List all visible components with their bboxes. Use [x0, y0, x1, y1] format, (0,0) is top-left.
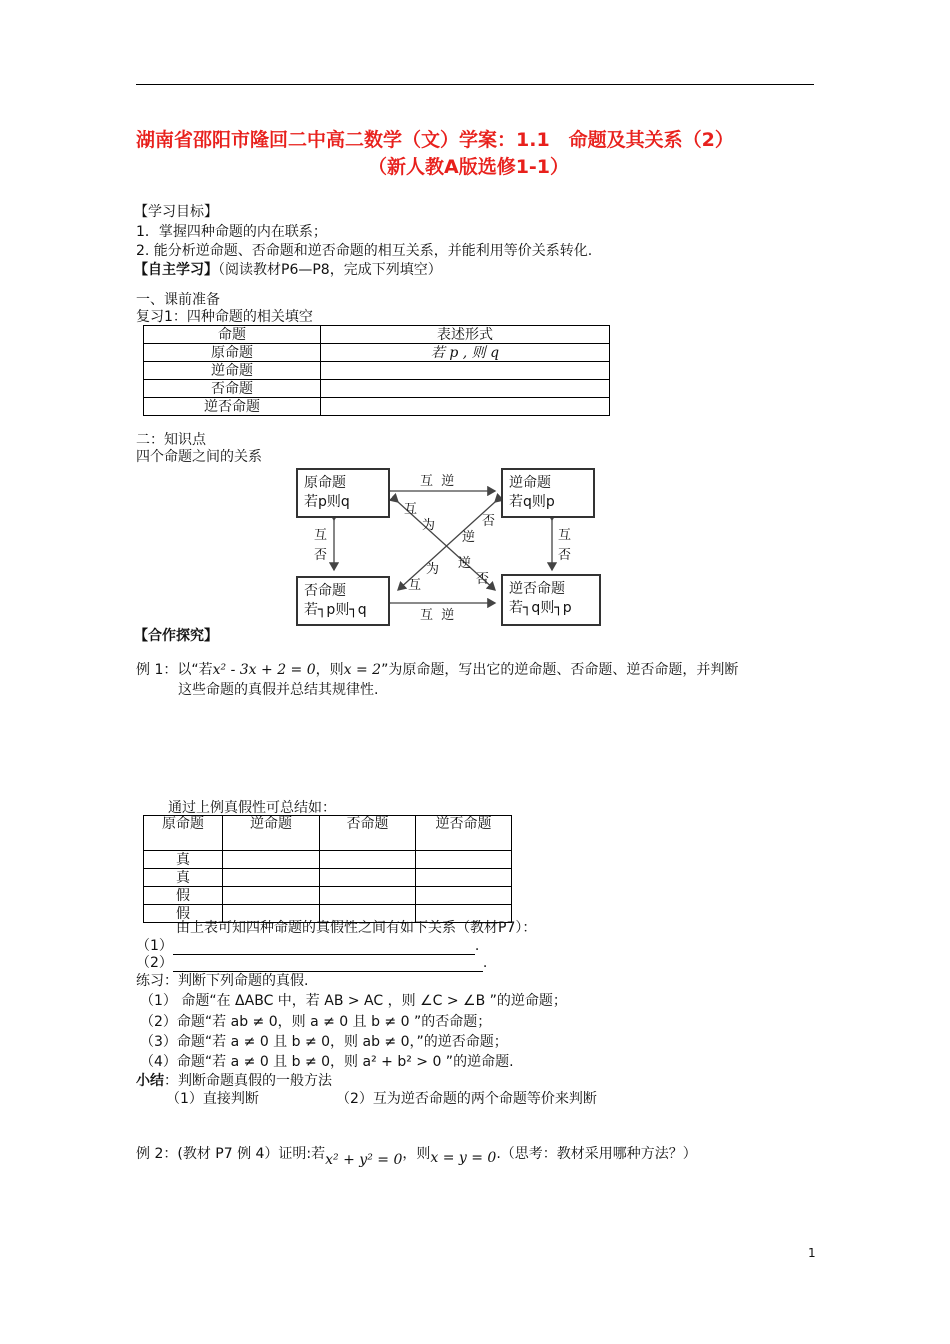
- diag-label: 为: [422, 518, 436, 533]
- table-cell[interactable]: [223, 869, 320, 887]
- summary-method-1: （1）直接判断: [166, 1091, 259, 1107]
- relation-item-label: （1）: [136, 938, 173, 954]
- table-cell[interactable]: [321, 398, 610, 416]
- example-2-formula: x² + y² = 0: [325, 1152, 403, 1168]
- answer-blank[interactable]: [173, 940, 475, 955]
- knowledge-heading: 二：知识点: [136, 432, 206, 448]
- box-form: 若┐q则┐p: [509, 600, 572, 616]
- table-header: 命题: [144, 326, 321, 344]
- knowledge-subheading: 四个命题之间的关系: [136, 449, 262, 465]
- goal-item-2: 2. 能分析逆命题、否命题和逆否命题的相互关系，并能利用等价关系转化.: [136, 243, 593, 259]
- example-1-text: 例 1：以“若: [136, 662, 213, 678]
- example-1-formula: x² - 3x + 2 = 0: [212, 662, 316, 678]
- table-cell: 逆命题: [144, 362, 321, 380]
- relation-text: 由上表可知四种命题的真假性之间有如下关系（教材P7）：: [176, 920, 537, 936]
- box-form: 若┐p则┐q: [304, 602, 367, 618]
- box-title: 原命题: [304, 475, 346, 491]
- box-form: 若q则p: [509, 494, 555, 510]
- table-cell[interactable]: [223, 887, 320, 905]
- table-cell[interactable]: [223, 851, 320, 869]
- example-1-line-2: 这些命题的真假并总结其规律性.: [178, 682, 379, 698]
- practice-item: （3）命题“若 a ≠ 0 且 b ≠ 0，则 ab ≠ 0，”的逆否命题；: [140, 1034, 508, 1050]
- summary: [136, 1073, 332, 1090]
- title-line-2: （新人教A版选修1-1）: [368, 156, 570, 178]
- table-cell[interactable]: [320, 851, 416, 869]
- prep-heading: 一、课前准备: [136, 292, 220, 308]
- table-header: 逆命题: [223, 816, 320, 851]
- relation-item-1: （1） .: [136, 938, 480, 954]
- practice-item: （2）命题“若 ab ≠ 0，则 a ≠ 0 且 b ≠ 0 ”的否命题；: [140, 1014, 492, 1030]
- summary-heading: 小结: [136, 1073, 164, 1089]
- example-2: [136, 1146, 697, 1168]
- table-cell: 真: [144, 869, 223, 887]
- summary-text: ：判断命题真假的一般方法: [164, 1073, 332, 1089]
- example-1-text: ”为原命题，写出它的逆命题、否命题、逆否命题，并判断: [381, 662, 739, 678]
- diag-label: 互: [404, 502, 418, 517]
- table-cell[interactable]: [321, 362, 610, 380]
- converse-box: [501, 468, 595, 518]
- table-cell[interactable]: [321, 380, 610, 398]
- diag-label: 逆: [462, 530, 476, 545]
- table-cell: 原命题: [144, 344, 321, 362]
- self-study-heading: 【自主学习】: [134, 262, 218, 278]
- box-title: 逆否命题: [509, 581, 565, 597]
- table-header: 逆否命题: [416, 816, 512, 851]
- self-study: [134, 262, 442, 279]
- top-converse-label: 互 逆: [420, 474, 455, 489]
- diag-label: 逆: [458, 556, 472, 571]
- box-title: 否命题: [304, 583, 346, 599]
- example-2-text: .（思考：教材采用哪种方法？）: [496, 1146, 697, 1162]
- coop-heading: 【合作探究】: [134, 628, 218, 644]
- diag-label: 为: [426, 562, 440, 577]
- example-1-line-1: [136, 662, 738, 679]
- table-cell[interactable]: [416, 851, 512, 869]
- summary-intro: 通过上例真假性可总结如：: [168, 800, 336, 816]
- table-cell: 否命题: [144, 380, 321, 398]
- example-1-formula: x = 2: [343, 662, 382, 678]
- table-cell: 假: [144, 905, 223, 923]
- forms-table: [143, 325, 610, 416]
- self-study-note: （阅读教材P6—P8，完成下列填空）: [218, 262, 442, 278]
- bottom-converse-label: 互 逆: [420, 608, 455, 623]
- diag-label: 互: [408, 578, 422, 593]
- page-number: 1: [808, 1246, 816, 1260]
- right-inverse-label-1: 互: [558, 528, 572, 543]
- box-form: 若p则q: [304, 494, 350, 510]
- answer-blank[interactable]: [173, 957, 483, 972]
- contrapositive-box: [501, 574, 601, 626]
- summary-method-2: （2）互为逆否命题的两个命题等价来判断: [336, 1091, 597, 1107]
- goals-heading: 【学习目标】: [134, 204, 218, 220]
- left-inverse-label-2: 否: [314, 548, 328, 563]
- table-cell[interactable]: [320, 887, 416, 905]
- right-inverse-label-2: 否: [558, 548, 572, 563]
- example-2-text: 例 2：(教材 P7 例 4）证明:若: [136, 1146, 326, 1162]
- table-cell: 假: [144, 887, 223, 905]
- relation-item-2: （2） .: [136, 955, 488, 971]
- relation-diagram: [290, 462, 600, 630]
- title-line-1: 湖南省邵阳市隆回二中高二数学（文）学案：1.1 命题及其关系（2）: [136, 129, 734, 151]
- table-cell: 若 p , 则 q: [321, 344, 610, 362]
- header-rule: [136, 84, 814, 85]
- box-title: 逆命题: [509, 475, 551, 491]
- original-proposition-box: [296, 468, 390, 518]
- left-inverse-label-1: 互: [314, 528, 328, 543]
- example-2-text: ，则: [402, 1146, 431, 1162]
- inverse-box: [296, 576, 390, 626]
- example-1-text: ，则: [315, 662, 344, 678]
- table-cell: 逆否命题: [144, 398, 321, 416]
- truth-table: [143, 815, 512, 923]
- table-cell[interactable]: [416, 887, 512, 905]
- practice-item: （1） 命题“在 ΔABC 中，若 AB > AC ，则 ∠C > ∠B ”的逆命题；: [140, 993, 567, 1009]
- goal-item-1: 1．掌握四种命题的内在联系；: [136, 224, 327, 240]
- practice-item: （4）命题“若 a ≠ 0 且 b ≠ 0，则 a² + b² > 0 ”的逆命题.: [140, 1054, 514, 1070]
- review-label: 复习1：四种命题的相关填空: [136, 309, 313, 325]
- table-cell: 真: [144, 851, 223, 869]
- table-header: 原命题: [144, 816, 223, 851]
- table-cell[interactable]: [416, 869, 512, 887]
- practice-heading: 练习：判断下列命题的真假.: [136, 973, 309, 989]
- table-header: 否命题: [320, 816, 416, 851]
- table-header: 表述形式: [321, 326, 610, 344]
- diag-label: 否: [482, 514, 496, 529]
- diag-label: 否: [476, 572, 490, 587]
- relation-item-label: （2）: [136, 955, 173, 971]
- table-cell[interactable]: [320, 869, 416, 887]
- example-2-formula: x = y = 0: [430, 1150, 497, 1166]
